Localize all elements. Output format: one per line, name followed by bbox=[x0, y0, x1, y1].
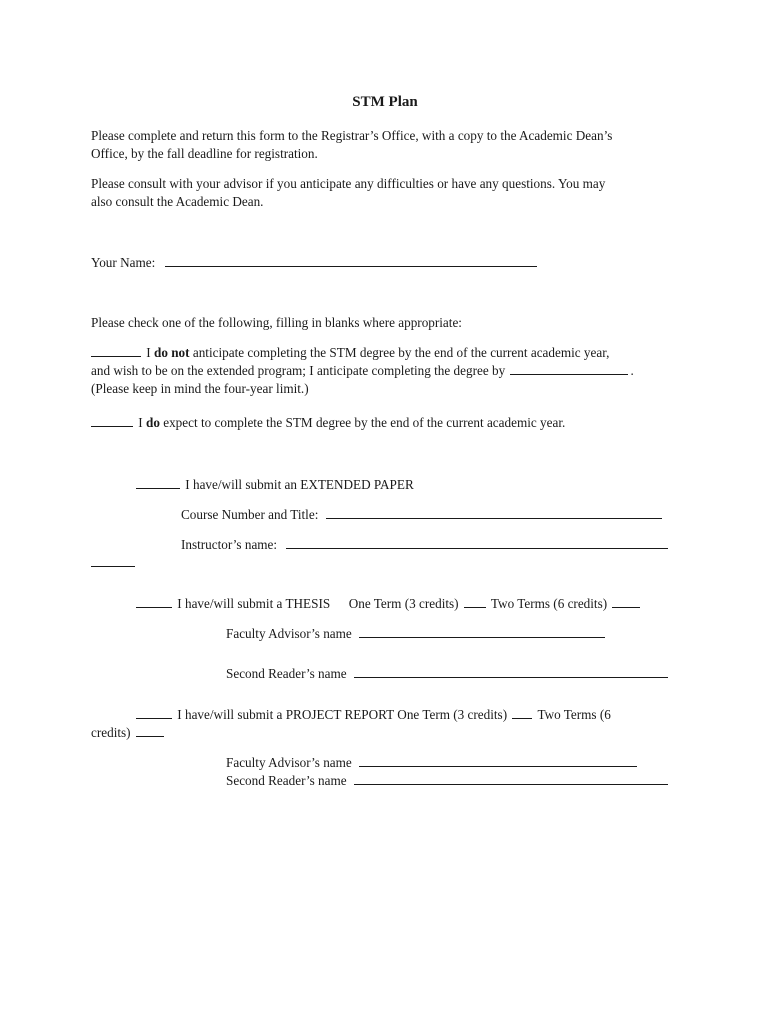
intro-line-2: Office, by the fall deadline for registration. bbox=[91, 146, 318, 161]
thesis-one-term-checkbox[interactable] bbox=[464, 595, 486, 608]
project-reader-row: Second Reader’s name bbox=[226, 772, 670, 789]
instructions: Please check one of the following, filling in blanks where appropriate: bbox=[91, 315, 462, 330]
option-complete-checkbox[interactable] bbox=[91, 414, 133, 427]
extra-blank-row bbox=[91, 554, 137, 571]
project-two-terms-checkbox[interactable] bbox=[136, 724, 164, 737]
page-title: STM Plan bbox=[352, 94, 418, 110]
option-not-complete-line-1: I do not anticipate completing the STM degree by the end of the current academic year, bbox=[91, 344, 609, 361]
project-row: I have/will submit a PROJECT REPORT One Term (3 credits) Two Terms (6 bbox=[136, 706, 611, 723]
thesis-two-terms-checkbox[interactable] bbox=[612, 595, 640, 608]
project-row-continued: credits) bbox=[91, 724, 166, 741]
extended-paper-checkbox[interactable] bbox=[136, 476, 180, 489]
intro-line-1: Please complete and return this form to the Registrar’s Office, with a copy to the Academic Dean’s bbox=[91, 128, 613, 143]
project-advisor-row: Faculty Advisor’s name bbox=[226, 754, 639, 771]
course-field[interactable] bbox=[326, 506, 662, 519]
project-reader-field[interactable] bbox=[354, 772, 668, 785]
option-not-complete-line-2: and wish to be on the extended program; I anticipate completing the degree by . bbox=[91, 363, 634, 378]
project-advisor-field[interactable] bbox=[359, 754, 637, 767]
project-checkbox[interactable] bbox=[136, 706, 172, 719]
completion-date-field[interactable] bbox=[510, 362, 628, 375]
name-row bbox=[91, 254, 539, 271]
extra-blank-field[interactable] bbox=[91, 554, 135, 567]
thesis-reader-field[interactable] bbox=[354, 665, 668, 678]
option-not-complete-line-3: (Please keep in mind the four-year limit.) bbox=[91, 381, 309, 396]
project-one-term-checkbox[interactable] bbox=[512, 706, 532, 719]
name-label: Your Name: bbox=[91, 255, 156, 270]
thesis-advisor-row: Faculty Advisor’s name bbox=[226, 625, 607, 642]
instructor-row: Instructor’s name: bbox=[181, 536, 670, 553]
intro-line-3: Please consult with your advisor if you anticipate any difficulties or have any questions. You may bbox=[91, 176, 606, 191]
extended-paper-row: I have/will submit an EXTENDED PAPER bbox=[136, 476, 414, 493]
instructor-field[interactable] bbox=[286, 536, 668, 549]
name-field[interactable] bbox=[165, 254, 537, 267]
thesis-checkbox[interactable] bbox=[136, 595, 172, 608]
course-row: Course Number and Title: bbox=[181, 506, 664, 523]
thesis-advisor-field[interactable] bbox=[359, 625, 605, 638]
thesis-row: I have/will submit a THESIS One Term (3 credits) Two Terms (6 credits) bbox=[136, 595, 642, 612]
intro-line-4: also consult the Academic Dean. bbox=[91, 194, 264, 209]
thesis-reader-row: Second Reader’s name bbox=[226, 665, 670, 682]
option-complete-line: I do expect to complete the STM degree by the end of the current academic year. bbox=[91, 414, 565, 431]
option-not-complete-checkbox[interactable] bbox=[91, 344, 141, 357]
